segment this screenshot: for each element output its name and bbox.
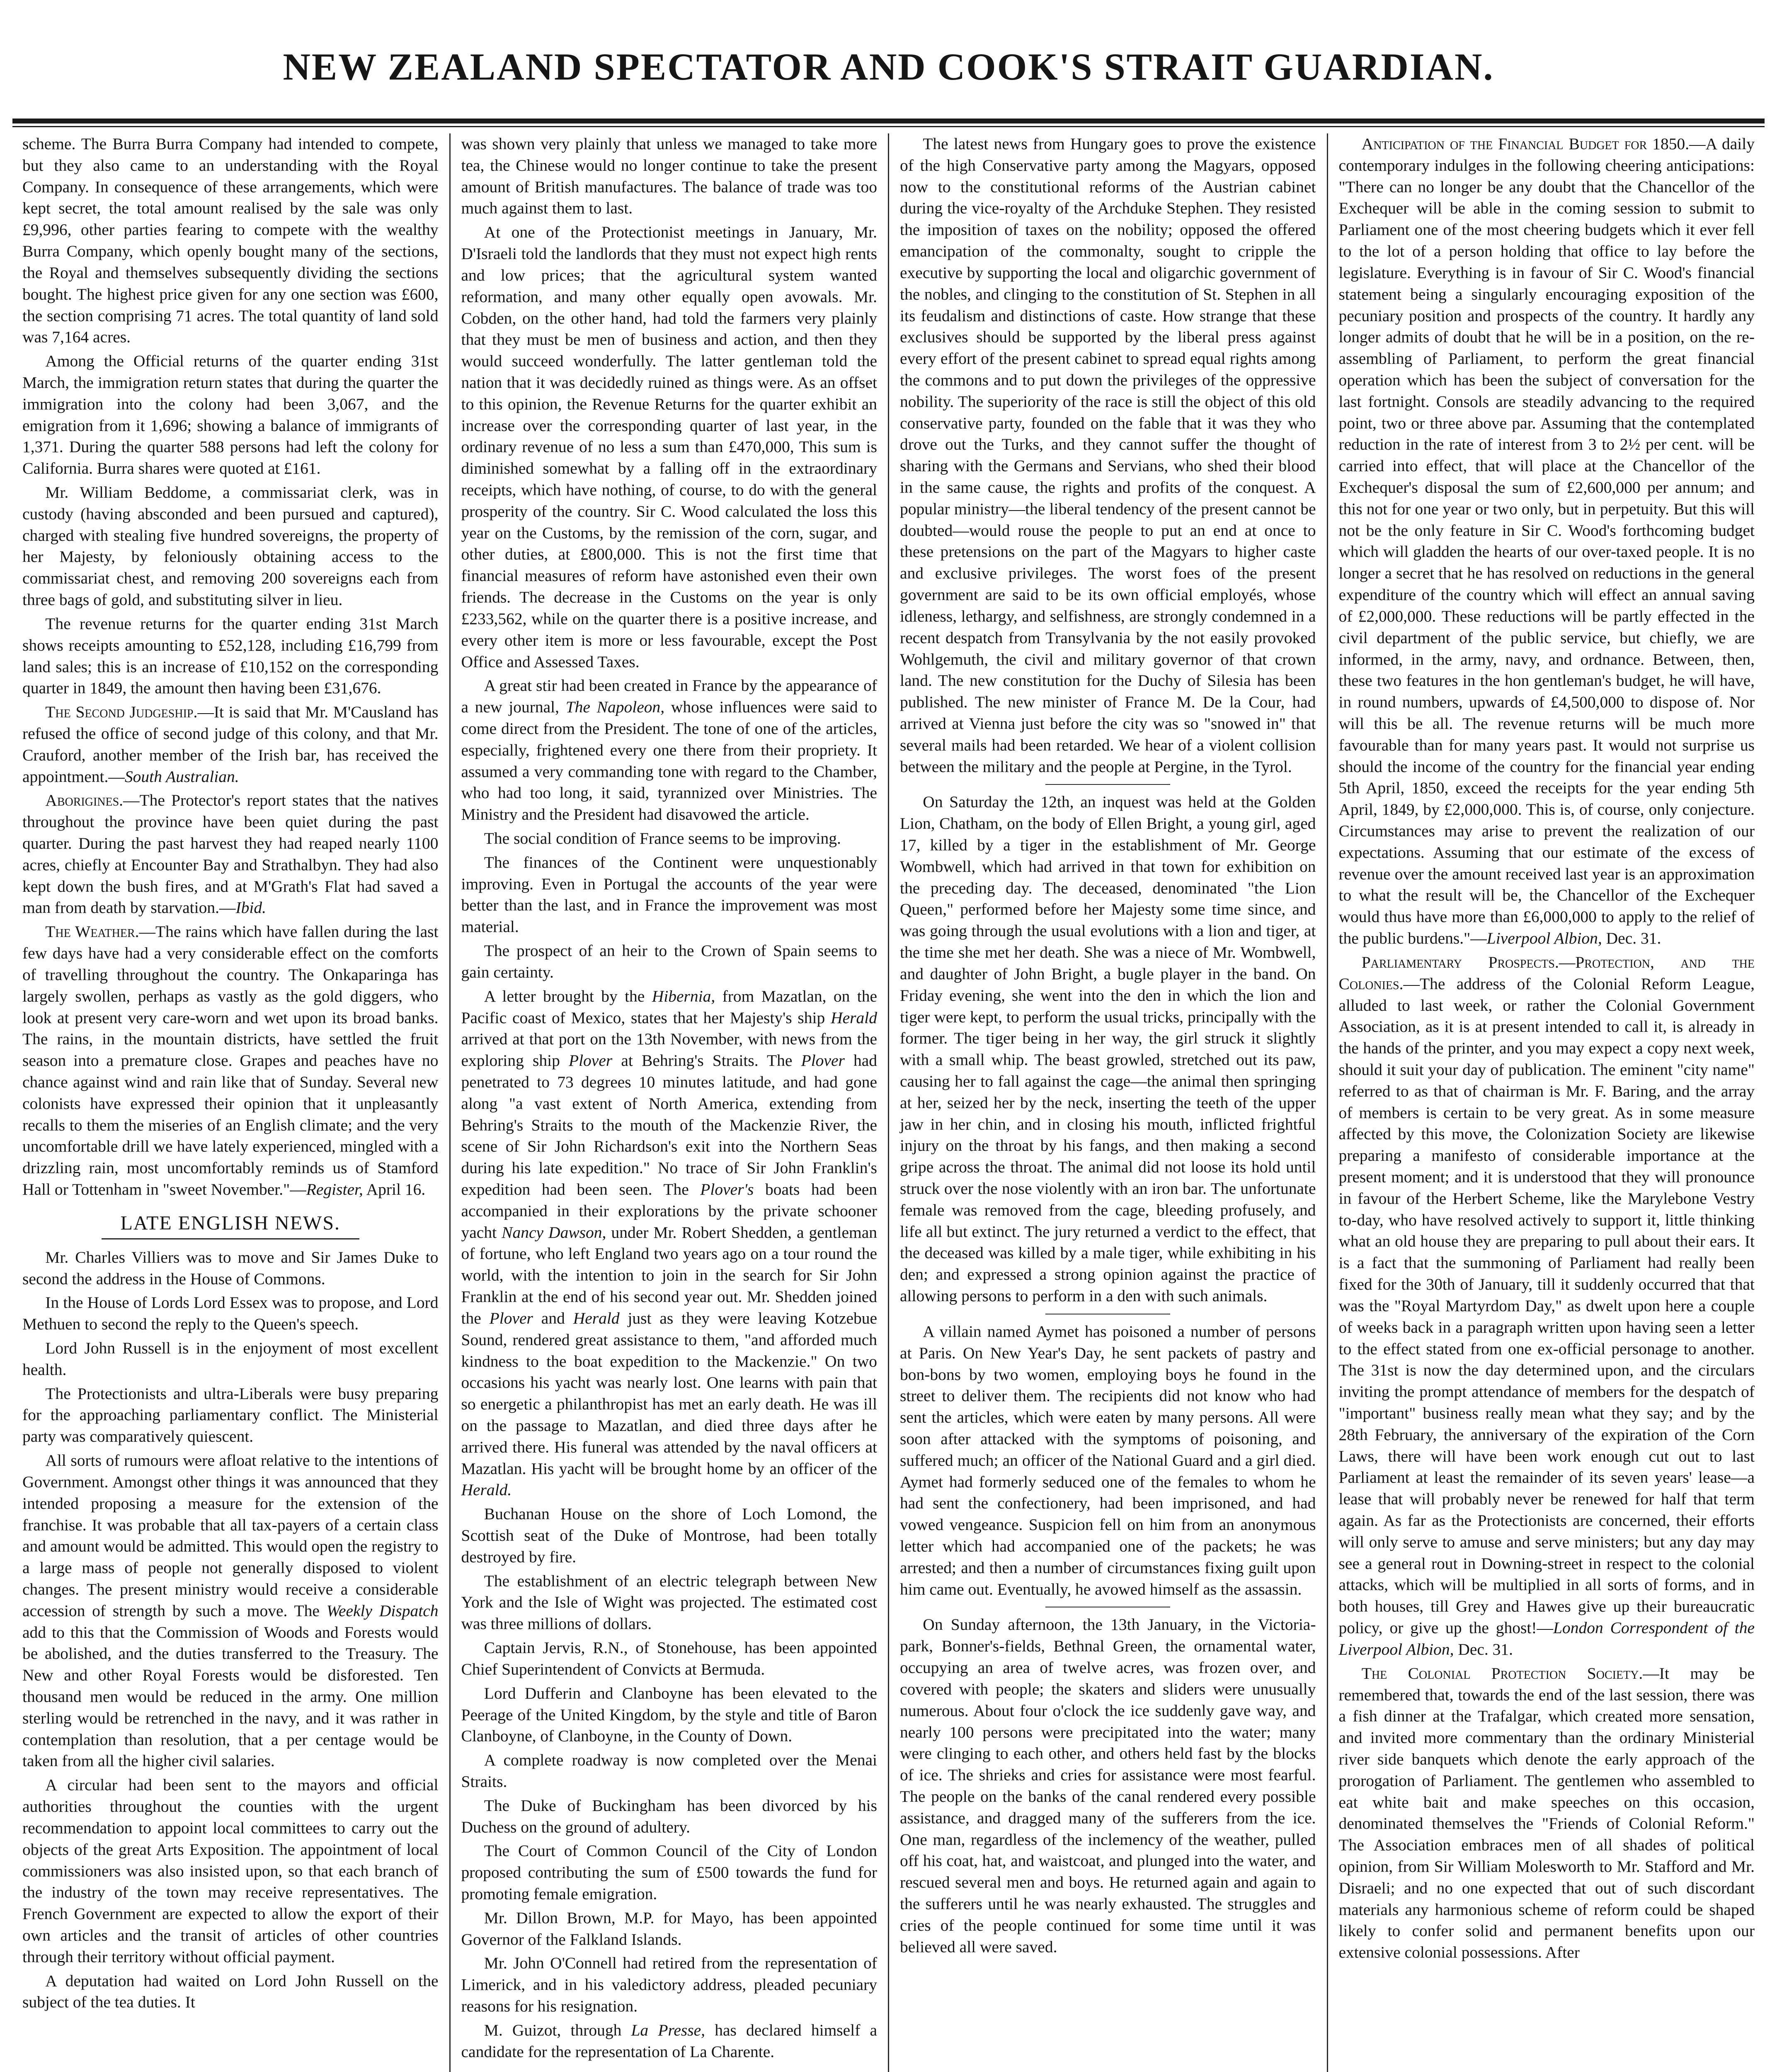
- paragraph: The prospect of an heir to the Crown of Spain seems to gain certainty.: [461, 942, 877, 981]
- paragraph: The social condition of France seems to be improving.: [484, 829, 841, 847]
- ship-name: Herald: [831, 1008, 877, 1027]
- paragraph: The revenue returns for the quarter ending 31st March shows receipts amounting to £52,128, including £16,799 from land sales; this is an increase of £10,152 on the corresponding quarter in 1849, the amount then having been £31,676.: [22, 614, 439, 697]
- paragraph: The Second Judgeship.—It is said that Mr. M'Causland has refused the office of second judge of this colony, and that Mr. Crauford, another member of the Irish bar, has received the appointment.—South Australian.: [22, 703, 439, 786]
- newspaper-title: NEW ZEALAND SPECTATOR AND COOK'S STRAIT GUARDIAN.: [283, 46, 1494, 88]
- ship-name: Hibernia,: [652, 987, 715, 1005]
- paragraph: On Saturday the 12th, an inquest was held at the Golden Lion, Chatham, on the body of Ellen Bright, a young girl, aged 17, killed by a tiger in the establishment of Mr. George Wombwell, which had arrived in that town for exhibition on the preceding day. The deceased, denominated "the Lion Queen," performed before her Majesty some time since, and was going through the usual evolutions with a lion and tiger, at the time she met her death. She was a niece of Mr. Wombwell, and daughter of John Bright, a bugle player in the band. On Friday evening, she went into the den in which the lion and tiger were kept, to perform the usual tricks, principally with the former. The tiger being in her way, the girl struck it slightly with a small whip. The beast growled, stretched out its paw, causing her to fall against the cage—the animal then springing at her, seized her by the neck, inserting the teeth of the upper jaw in her chin, and in closing his mouth, inflicted frightful injury on the throat by his fangs, and then making a second gripe across the throat. The animal did not loose its hold until struck over the nose violently with an iron bar. The unfortunate female was removed from the cage, bleeding profusely, and life all but extinct. The jury returned a verdict to the effect, that the deceased was killed by a male tiger, while exhibiting in his den; and expressed a strong opinion against the practice of allowing persons to perform in a den with such animals.: [900, 793, 1316, 1305]
- paragraph-lead: Aborigines.: [45, 791, 124, 810]
- source-citation: Register,: [306, 1180, 363, 1198]
- paragraph: The establishment of an electric telegraph between New York and the Isle of Wight was projected. The estimated cost was three millions of dollars.: [461, 1571, 877, 1633]
- section-heading: LATE ENGLISH NEWS.: [120, 1212, 341, 1234]
- column-3: [888, 133, 1327, 2072]
- article-separator: [1045, 784, 1170, 785]
- ship-name: Nancy Dawson,: [502, 1223, 606, 1242]
- ship-name: Plover: [489, 1309, 533, 1327]
- masthead: [17, 15, 1760, 119]
- paragraph: scheme. The Burra Burra Company had intended to compete, but they also came to an understanding with the Royal Company. In consequence of these arrangements, which were kept secret, the total amount realised by the sale was only £9,996, other parties fearing to compete with the wealthy Burra Company, which openly bought many of the sections, the Royal and themselves subsequently dividing the sections bought. The highest price given for any one section was £600, the section comprising 71 acres. The total quantity of land sold was 7,164 acres.: [22, 135, 439, 346]
- column-2: [449, 133, 888, 2072]
- paragraph: In the House of Lords Lord Essex was to propose, and Lord Methuen to second the reply to the Queen's speech.: [22, 1293, 439, 1334]
- publication-title: The Napoleon,: [565, 698, 665, 716]
- paragraph: At one of the Protectionist meetings in January, Mr. D'Israeli told the landlords that they must not expect high rents and low prices; that the agricultural system wanted reformation, and many other equally open avowals. Mr. Cobden, on the other hand, had told the farmers very plainly that they must be men of business and action, and then they would succeed wonderfully. The latter gentleman told the nation that it was decidedly ruined as things were. As an offset to this opinion, the Revenue Returns for the quarter exhibit an increase over the corresponding quarter of last year, in the ordinary revenue of no less a sum than £470,000, This sum is diminished somewhat by a falling off in the extraordinary receipts, which have nothing, of course, to do with the general prosperity of the country. Sir C. Wood calculated the loss this year on the Customs, by the remission of the corn, sugar, and other duties, at £800,000. This is not the first time that financial measures of reform have astonished even their own friends. The decrease in the Customs on the year is only £233,562, while on the quarter there is a positive increase, and every other item is more or less favourable, except the Post Office and Assessed Taxes.: [461, 223, 877, 671]
- paragraph-lead: Anticipation of the Financial Budget for 1850.: [1361, 135, 1690, 153]
- paragraph: Lord John Russell is in the enjoyment of most excellent health.: [22, 1339, 439, 1379]
- paragraph: All sorts of rumours were afloat relative to the intentions of Government. Amongst other things it was announced that they intended proposing a measure for the extension of the franchise. It was probable that all tax-payers of a certain class and amount would be admitted. This would open the registry to a large mass of people not generally disposed to violent changes. The present ministry would receive a considerable accession of strength by such a move. The Weekly Dispatch add to this that the Commission of Woods and Forests would be abolished, and the duties transferred to the Treasury. The New and other Royal Forests would be disforested. Ten thousand men would be reduced in the army. One million sterling would be retrenched in the navy, and it was rather in contemplation than resolution, that a per centage would be taken from all the higher civil salaries.: [22, 1451, 439, 1770]
- paragraph: was shown very plainly that unless we managed to take more tea, the Chinese would no longer continue to take the present amount of British manufactures. The balance of trade was too much against them to last.: [461, 135, 877, 218]
- paragraph: A deputation had waited on Lord John Russell on the subject of the tea duties. It: [22, 1971, 439, 2011]
- paragraph: Aborigines.—The Protector's report states that the natives throughout the province have been quiet during the past quarter. During the past harvest they had reaped nearly 1100 acres, chiefly at Encounter Bay and Strathalbyn. They had also kept down the bush fires, and at M'Grath's Flat had saved a man from death by starvation.—Ibid.: [22, 791, 439, 917]
- masthead-rule-thin: [12, 126, 1765, 127]
- paragraph: Mr. Dillon Brown, M.P. for Mayo, has been appointed Governor of the Falkland Islands.: [461, 1908, 877, 1949]
- paragraph: A letter brought by the Hibernia, from Mazatlan, on the Pacific coast of Mexico, states that her Majesty's ship Herald arrived at that port on the 13th November, with news from the exploring ship Plover at Behring's Straits. The Plover had penetrated to 73 degrees 10 minutes latitude, and had gone along "a vast extent of North America, extending from Behring's Straits to the mouth of the Mackenzie River, the scene of Sir John Richardson's exit into the Northern Seas during his late expedition." No trace of Sir John Franklin's expedition had been seen. The Plover's boats had been accompanied in their explorations by the private schooner yacht Nancy Dawson, under Mr. Robert Shedden, a gentleman of fortune, who left England two years ago on a tour round the world, with the intention to join in the search for Sir John Franklin at the end of his second year out. Mr. Shedden joined the Plover and Herald just as they were leaving Kotzebue Sound, rendered great assistance to them, "and afforded much kindness to the boat expedition to the Mackenzie." On two occasions his yacht was nearly lost. One learns with pain that so energetic a philanthropist has met an early death. He was ill on the passage to Mazatlan, and died three days after he arrived there. His funeral was attended by the naval officers at Mazatlan. His yacht will be brought home by an officer of the Herald.: [461, 987, 878, 1499]
- paragraph: The Protectionists and ultra-Liberals were busy preparing for the approaching parliamentary conflict. The Ministerial party was comparatively quiescent.: [22, 1384, 439, 1446]
- paragraph: Anticipation of the Financial Budget for 1850.—A daily contemporary indulges in the following cheering anticipations: "There can no longer be any doubt that the Chancellor of the Exchequer will be able in the coming session to submit to Parliament one of the most cheering budgets which it ever fell to the lot of a person holding that office to lay before the legislature. Everything is in favour of Sir C. Wood's financial statement being a singularly encouraging exposition of the pecuniary position and prospects of the country. It hardly any longer admits of doubt that he will be in a position, on the re-assembling of Parliament, to perform the great financial operation which has been the subject of conversation for the last fortnight. Consols are steadily advancing to the required point, two or three above par. Assuming that the contemplated reduction in the rate of interest from 3 to 2½ per cent. will be carried into effect, that will place at the Chancellor of the Exchequer's disposal the sum of £2,600,000 per annum; and this not for one year or two only, but in perpetuity. But this will not be the only feature in Sir C. Wood's forthcoming budget which will gladden the hearts of our over-taxed people. It is no longer a secret that he has resolved on reductions in the general expenditure of the country which will effect an annual saving of £2,000,000. These reductions will be partly effected in the civil department of the public service, but chiefly, we are informed, in the army, navy, and ordnance. Between, then, these two features in the hon gentleman's budget, he will have, in round numbers, upwards of £4,500,000 to dispose of. Nor will this be all. The revenue returns will be much more favourable than for many years past. It would not surprise us should the income of the country for the financial year ending 5th April, 1850, exceed the receipts for the year ending 5th April, 1849, by £2,000,000. This is, of course, only conjecture. Circumstances may arise to prevent the realization of our expectations. Assuming that our estimate of the excess of revenue over the amount received last year is an approximation to what the result will be, the Chancellor of the Exchequer would thus have more than £6,000,000 to apply to the relief of the public burdens."—Liverpool Albion, Dec. 31.: [1338, 135, 1755, 948]
- publication-title: La Presse,: [631, 2021, 705, 2039]
- source-citation: London Correspondent of the Liverpool Albion,: [1338, 1619, 1755, 1658]
- paragraph: The latest news from Hungary goes to prove the existence of the high Conservative party among the Magyars, opposed now to the constitutional reforms of the Austrian cabinet during the vice-royalty of the Archduke Stephen. They resisted the imposition of taxes on the nobility; opposed the offered emancipation of the commonalty, sought to cripple the executive by supporting the local and oligarchic government of the nobles, and clinging to the constitution of St. Stephen in all its feudalism and distinctions of caste. How strange that these exclusives should be supported by the liberal press against every effort of the present cabinet to spread equal rights among the commons and to put down the privileges of the oppressive nobility. The superiority of the race is still the object of this old conservative party, founded on the fable that it was they who drove out the Turks, and they cannot suffer the thought of sharing with the Germans and Servians, who shed their blood in the same cause, the rights and profits of the conquest. A popular ministry—the liberal tendency of the present cannot be doubted—would rouse the people to put an end at once to these pretensions on the part of the Magyars to higher caste and exclusive privileges. The worst foes of the present government are said to be its own official employés, whose idleness, lethargy, and selfishness, are strongly condemned in a recent despatch from Transylvania by the not easily provoked Wohlgemuth, the civil and military governor of that crown land. The new constitution for the Duchy of Silesia has been published. The new minister of France M. De la Cour, had arrived at Vienna just before the city was so "snowed in" that several mails had been retarded. We hear of a violent collision between the military and the people at Pergine, in the Tyrol.: [900, 135, 1316, 776]
- column-4: [1327, 133, 1766, 2072]
- source-citation: Ibid.: [235, 898, 266, 917]
- section-rule: [102, 1238, 359, 1239]
- paragraph: The Colonial Protection Society.—It may be remembered that, towards the end of the last session, there was a fish dinner at the Trafalgar, which created more sensation, and invited more commentary than the ordinary Ministerial river side banquets which denote the early approach of the prorogation of Parliament. The gentlemen who assembled to eat white bait and make speeches on this occasion, denominated themselves the "Friends of Colonial Reform." The Association embraces men of all shades of political opinion, from Sir William Molesworth to Mr. Stafford and Mr. Disraeli; and no one expected that out of such discordant materials any harmonious scheme of reform could be shaped likely to confer solid and permanent benefits upon our extensive colonial possessions. After: [1338, 1664, 1755, 1962]
- paragraph: A great stir had been created in France by the appearance of a new journal, The Napoleon, whose influences were said to come direct from the President. The tone of one of the articles, especially, frightened every one there from their propriety. It assumed a very commanding tone with regard to the Chamber, who had too long, it said, tyrannized over Ministries. The Ministry and the President had disavowed the article.: [461, 676, 877, 824]
- paragraph: A complete roadway is now completed over the Menai Straits.: [461, 1751, 877, 1791]
- ship-name: Herald: [573, 1309, 620, 1327]
- paragraph-lead: The Colonial Protection Society.: [1361, 1664, 1643, 1682]
- source-citation: South Australian.: [124, 767, 239, 786]
- dateline: Dec. 31.: [1458, 1640, 1513, 1658]
- masthead-rule-thick: [12, 119, 1765, 123]
- paragraph: Mr. Charles Villiers was to move and Sir James Duke to second the address in the House of Commons.: [22, 1248, 439, 1288]
- ship-name: Plover: [568, 1051, 613, 1070]
- paragraph: The Duke of Buckingham has been divorced by his Duchess on the ground of adultery.: [461, 1796, 877, 1836]
- ship-name: Plover: [801, 1051, 845, 1070]
- paragraph: Mr. John O'Connell had retired from the representation of Limerick, and in his valedictory address, pleaded pecuniary reasons for his resignation.: [461, 1954, 877, 2016]
- paragraph: The finances of the Continent were unquestionably improving. Even in Portugal the accounts of the year were better than the last, and in France the improvement was most material.: [461, 853, 877, 936]
- paragraph: Parliamentary Prospects.—Protection, and the Colonies.—The address of the Colonial Reform League, alluded to last week, or rather the Colonial Government Association, as it is at present intended to call it, is already in the hands of the printer, and you may expect a copy next week, should it suit your day of publication. The eminent "city name" referred to as that of chairman is Mr. F. Baring, and the array of members is certain to be very great. As in some measure affected by this move, the Colonization Society are likewise preparing a manifesto of considerable importance at the present moment; and it is understood that they will pronounce in favour of the Herbert Scheme, like the Marylebone Vestry to-day, who have resolved actively to support it, little thinking what an old house they are preparing to pull about their ears. It is a fact that the summoning of Parliament had really been fixed for the 30th of January, till it suddenly occurred that that was the "Royal Martyrdom Day," as dwelt upon here a couple of weeks back in a paragraph written upon having seen a letter to the effect stated from one ex-official personage to another. The 31st is now the day determined upon, and the circulars inviting the prompt attendance of members for the despatch of "important" business really mean what they say; and by the 28th February, the anniversary of the expiration of the Corn Laws, there will have been work enough cut out to last Parliament at least the remainder of its seven years' lease—a lease that will probably never be renewed for half that term again. As far as the Protectionists are concerned, their efforts will only serve to amuse and serve ministers; but any day may see a general rout in Downing-street in respect to the colonial attacks, which will be multiplied in all sorts of forms, and in both houses, till Grey and Hawes give up their bureaucratic policy, or give up the ghost!—London Correspondent of the Liverpool Albion, Dec. 31.: [1338, 953, 1755, 1658]
- paragraph-lead: The Weather.: [45, 922, 139, 941]
- paragraph: A villain named Aymet has poisoned a number of persons at Paris. On New Year's Day, he sent packets of pastry and bon-bons by two women, employing boys he found in the street to deliver them. The recipients did not know who had sent the articles, which were eaten by many persons. All were soon after attacked with the symptoms of poisoning, and suffered much; an officer of the National Guard and a girl died. Aymet had formerly seduced one of the females to whom he had sent the confectionery, had been imprisoned, and had vowed vengeance. Suspicion fell on him from an anonymous letter which had accompanied one of the packets; he was arrested; and then a number of circumstances fixing guilt upon him came out. Eventually, he avowed himself as the assassin.: [900, 1322, 1316, 1598]
- dateline: April 16.: [366, 1180, 426, 1198]
- paragraph: Buchanan House on the shore of Loch Lomond, the Scottish seat of the Duke of Montrose, had been totally destroyed by fire.: [461, 1505, 877, 1566]
- paragraph: The Weather.—The rains which have fallen during the last few days have had a very considerable effect on the comforts of travelling throughout the country. The Onkaparinga has largely swollen, perhaps as vastly as the gold diggers, who look at present very care-worn and wet upon its broad banks. The rains, in the mountain districts, have settled the fruit season into a premature close. Grapes and peaches have no chance against wind and rain like that of Sunday. Several new colonists have expressed their opinion that it unpleasantly recalls to them the miseries of an English climate; and the very uncomfortable drill we have lately experienced, mingled with a drizzling rain, most uncomfortably reminds us of Stamford Hall or Tottenham in "sweet November."—Register, April 16.: [22, 922, 439, 1198]
- ship-name: Plover's: [700, 1180, 754, 1198]
- paragraph: Lord Dufferin and Clanboyne has been elevated to the Peerage of the United Kingdom, by the style and title of Baron Clanboyne, of Clanboyne, in the County of Down.: [461, 1684, 877, 1745]
- paragraph: A circular had been sent to the mayors and official authorities throughout the counties with the urgent recommendation to appoint local committees to carry out the objects of the great Arts Exposition. The appointment of local commissioners was also insisted upon, so that each branch of the industry of the town may receive representatives. The French Government are expected to allow the export of their own articles and the transit of articles of other countries through their territory without official payment.: [22, 1776, 439, 1966]
- paragraph: On Sunday afternoon, the 13th January, in the Victoria-park, Bonner's-fields, Bethnal Green, the ornamental water, occupying an area of twelve acres, was frozen over, and covered with people; the skaters and sliders were unusually numerous. About four o'clock the ice suddenly gave way, and nearly 100 persons were precipitated into the water; many were clinging to each other, and others held fast by the blocks of ice. The shrieks and cries for assistance were most fearful. The people on the banks of the canal rendered every possible assistance, and dragged many of the sufferers from the ice. One man, regardless of the inclemency of the weather, pulled off his coat, hat, and waistcoat, and plunged into the water, and rescued several men and boys. He returned again and again to the sufferers until he was nearly exhausted. The struggles and cries of the people continued for some time until it was believed all were saved.: [900, 1615, 1316, 1956]
- paragraph: Among the Official returns of the quarter ending 31st March, the immigration return states that during the quarter the immigration into the colony had been 3,067, and the emigration from it 1,696; showing a balance of immigrants of 1,371. During the quarter 588 persons had left the colony for California. Burra shares were quoted at £161.: [22, 352, 439, 478]
- page-columns: [12, 133, 1765, 2072]
- paragraph: Mr. William Beddome, a commissariat clerk, was in custody (having absconded and been pursued and captured), charged with stealing five hundred sovereigns, the property of her Majesty, by feloniously obtaining access to the commissariat chest, and removing 200 sovereigns each from three bags of gold, and substituting silver in lieu.: [22, 483, 439, 609]
- ship-name: Herald.: [461, 1481, 512, 1499]
- source-citation: Liverpool Albion,: [1486, 929, 1602, 948]
- paragraph: Captain Jervis, R.N., of Stonehouse, has been appointed Chief Superintendent of Convicts at Bermuda.: [461, 1639, 877, 1678]
- paragraph-lead: The Second Judgeship.: [45, 703, 198, 721]
- publication-title: Weekly Dispatch: [326, 1601, 439, 1620]
- paragraph: The Court of Common Council of the City of London proposed contributing the sum of £500 towards the fund for promoting female emigration.: [461, 1842, 877, 1903]
- column-1: [12, 133, 449, 2072]
- paragraph: M. Guizot, through La Presse, has declared himself a candidate for the representation of La Charente.: [461, 2021, 878, 2061]
- dateline: Dec. 31.: [1606, 929, 1661, 948]
- paragraph-lead: Parliamentary Prospects.—Protection, and the Colonies.: [1338, 953, 1755, 993]
